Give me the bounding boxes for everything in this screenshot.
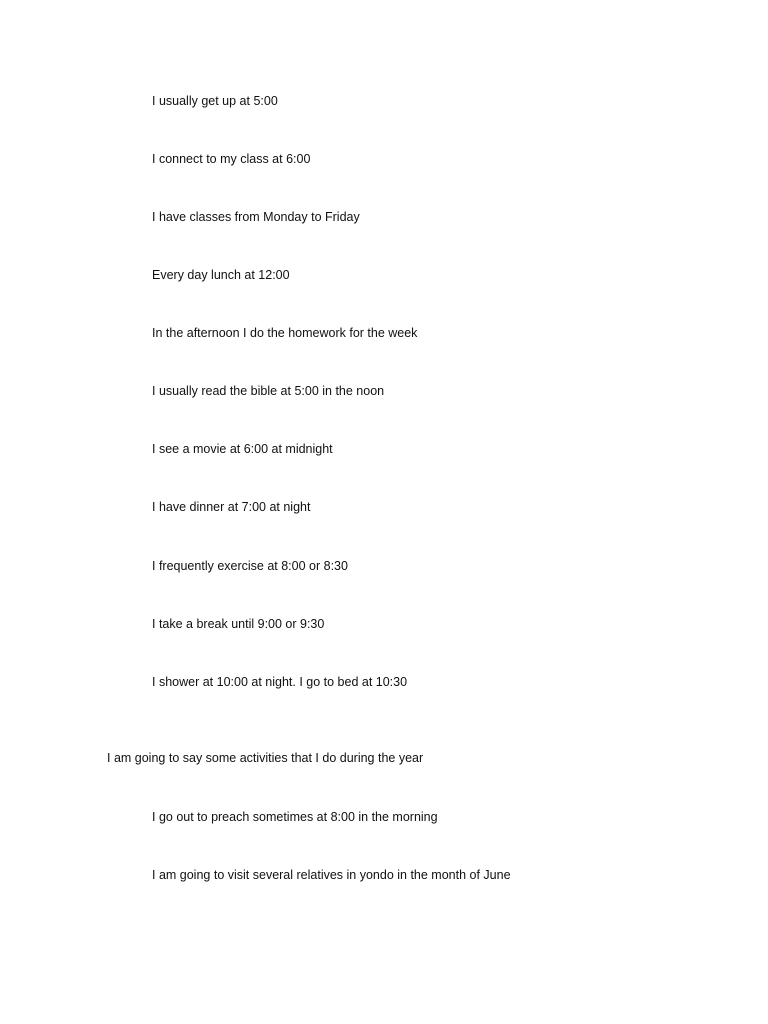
list-text: I connect to my class at 6:00: [152, 152, 311, 166]
list-text: I usually get up at 5:00: [152, 94, 278, 108]
list-text: I usually read the bible at 5:00 in the noon: [152, 384, 385, 398]
list-text: I take a break until 9:00 or 9:30: [152, 617, 325, 631]
intro-paragraph: I am going to say some activities that I do during the year: [107, 751, 424, 765]
list-text: I go out to preach sometimes at 8:00 in the morning: [152, 810, 438, 824]
list-text: I have dinner at 7:00 at night: [152, 500, 311, 514]
list-text: I shower at 10:00 at night. I go to bed at 10:30: [152, 675, 408, 689]
list-text: Every day lunch at 12:00: [152, 268, 290, 282]
list-text: I am going to visit several relatives in yondo in the month of June: [152, 868, 511, 882]
list-text: I frequently exercise at 8:00 or 8:30: [152, 559, 348, 573]
list-text: I see a movie at 6:00 at midnight: [152, 442, 333, 456]
list-text: In the afternoon I do the homework for the week: [152, 326, 418, 340]
list-text: I have classes from Monday to Friday: [152, 210, 360, 224]
